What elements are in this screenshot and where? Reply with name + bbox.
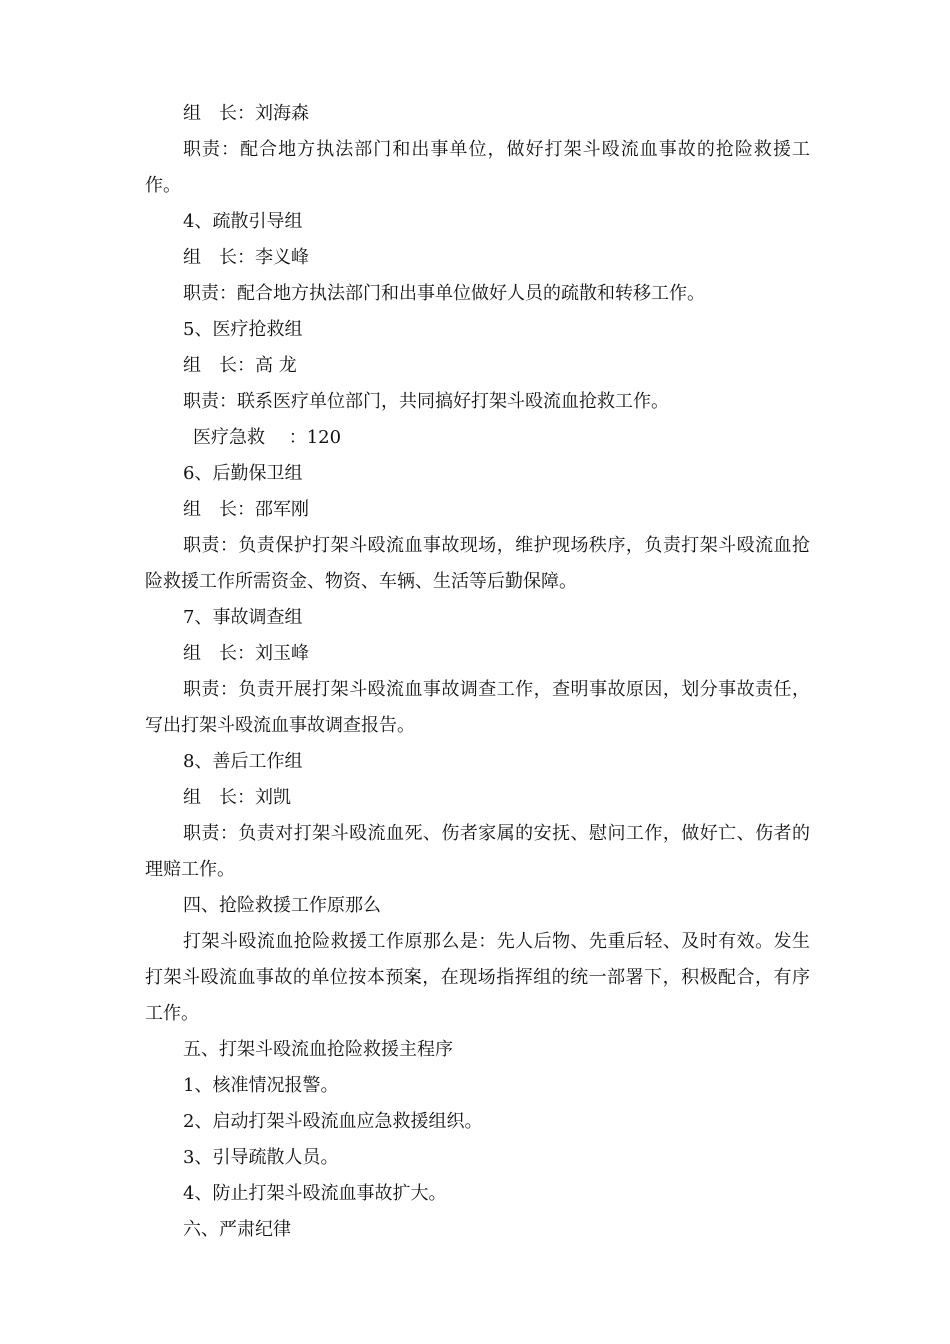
group-leader-line: 组 长：李义峰 <box>183 247 309 268</box>
duty-paragraph: 职责：联系医疗单位部门，共同搞好打架斗殴流血抢救工作。 <box>183 391 669 412</box>
duty-paragraph: 职责：负责保护打架斗殴流血事故现场，维护现场秩序，负责打架斗殴流血抢险救援工作所需资金、物资、车辆、生活等后勤保障。 <box>145 535 810 592</box>
group-heading: 4、疏散引导组 <box>183 211 303 232</box>
group-heading: 5、医疗抢救组 <box>183 319 303 340</box>
group-leader-line: 组 长：高 龙 <box>183 355 297 376</box>
procedure-step: 4、防止打架斗殴流血事故扩大。 <box>183 1183 447 1204</box>
duty-paragraph: 职责：配合地方执法部门和出事单位，做好打架斗殴流血事故的抢险救援工作。 <box>145 139 810 196</box>
duty-paragraph: 职责：配合地方执法部门和出事单位做好人员的疏散和转移工作。 <box>183 283 705 304</box>
group-leader-line: 组 长：刘海森 <box>183 103 309 124</box>
emergency-number-line: 医疗急救 ：120 <box>193 427 342 448</box>
document-body <box>145 96 810 1248</box>
group-heading: 7、事故调查组 <box>183 607 303 628</box>
duty-paragraph: 职责：负责对打架斗殴流血死、伤者家属的安抚、慰问工作，做好亡、伤者的理赔工作。 <box>145 823 810 880</box>
section-heading: 六、严肃纪律 <box>183 1219 291 1240</box>
duty-paragraph: 职责：负责开展打架斗殴流血事故调查工作，查明事故原因，划分事故责任，写出打架斗殴流血事故调查报告。 <box>145 679 810 736</box>
procedure-step: 2、启动打架斗殴流血应急救援组织。 <box>183 1111 483 1132</box>
body-paragraph: 打架斗殴流血抢险救援工作原那么是：先人后物、先重后轻、及时有效。发生打架斗殴流血事故的单位按本预案，在现场指挥组的统一部署下，积极配合，有序工作。 <box>145 931 810 1024</box>
section-heading: 四、抢险救援工作原那么 <box>183 895 381 916</box>
procedure-step: 3、引导疏散人员。 <box>183 1147 339 1168</box>
group-leader-line: 组 长：刘凯 <box>183 787 291 808</box>
procedure-step: 1、核准情况报警。 <box>183 1075 339 1096</box>
section-heading: 五、打架斗殴流血抢险救援主程序 <box>183 1039 453 1060</box>
group-leader-line: 组 长：邵军刚 <box>183 499 309 520</box>
group-heading: 8、善后工作组 <box>183 751 303 772</box>
group-leader-line: 组 长：刘玉峰 <box>183 643 309 664</box>
group-heading: 6、后勤保卫组 <box>183 463 303 484</box>
